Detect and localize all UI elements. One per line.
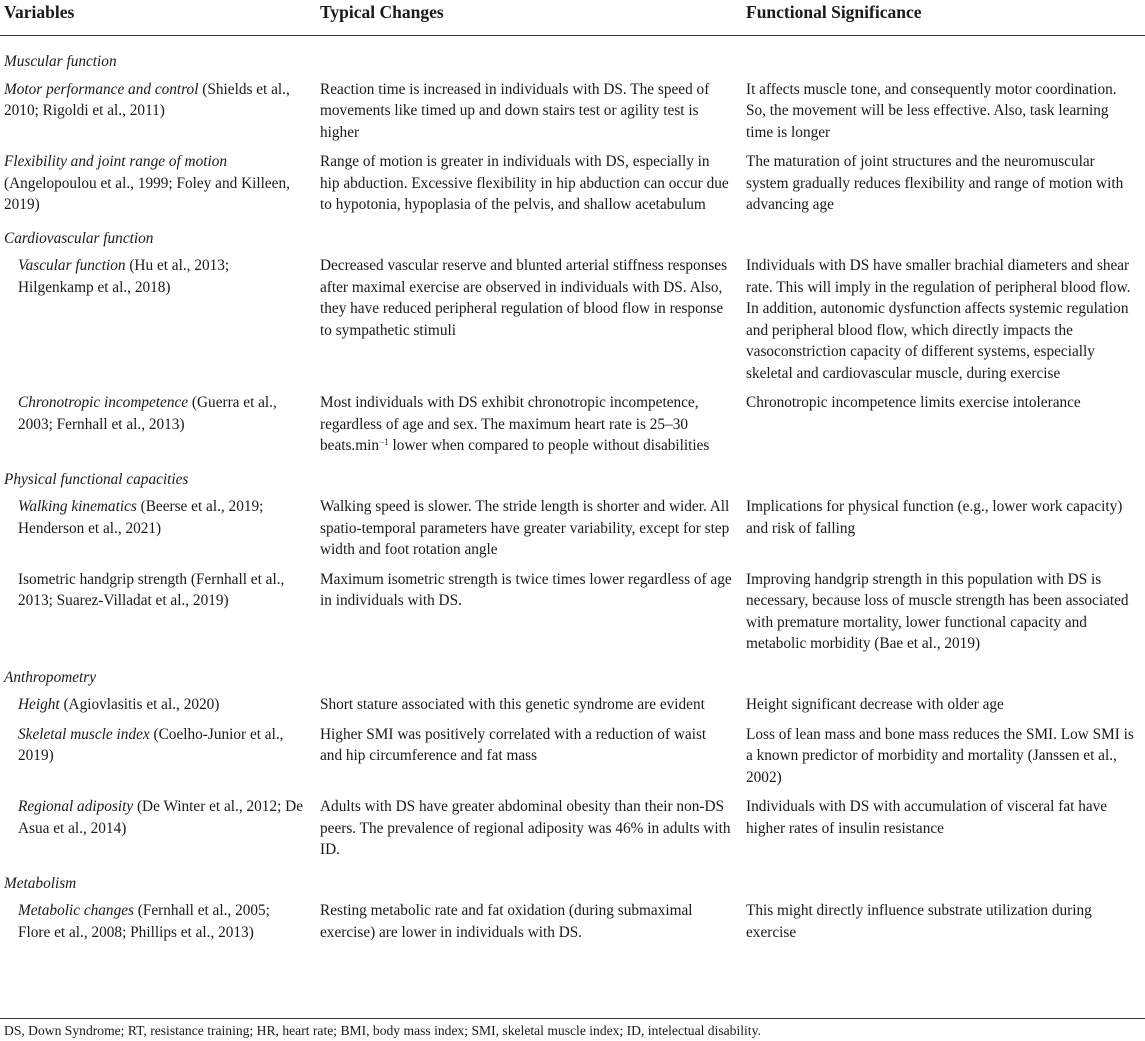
section-row [0,663,1145,695]
variable-cell [0,496,312,569]
section-row [0,224,1145,256]
variable-citation: Isometric handgrip strength (Fernhall et al., 2013; Suarez-Villadat et al., 2019) [18,570,285,609]
functional-significance-cell: It affects muscle tone, and consequently motor coordination. So, the movement will be less effective. Also, task learning time is longer [746,80,1117,141]
table-row [0,496,1145,569]
section-row [0,47,1145,79]
header-row [0,0,1145,36]
variable-cell [0,255,312,392]
typical-changes-cell: Range of motion is greater in individuals with DS, especially in hip abduction. Excessive flexibility in hip abduction can occur due to hypotonia, hypoplasia of the pelvis, and shallow acetabulum [320,153,729,213]
variable-citation: (Shields et al., 2010; Rigoldi et al., 2011) [4,80,290,119]
changes-text: Most individuals with DS exhibit chronotropic incompetence, regardless of age and sex. The maximum heart rate is 25–30 beats.min [320,394,699,454]
variable-cell [0,151,312,224]
variable-name: Metabolic changes [18,902,134,919]
table-row [0,694,1145,724]
table-row [0,255,1145,392]
section-title: Metabolism [4,874,77,892]
variable-cell [0,796,312,869]
table-row [0,79,1145,152]
variable-cell [0,392,312,465]
variable-cell [0,569,312,663]
variable-citation: (Beerse et al., 2019; Henderson et al., 2021) [18,498,264,537]
typical-changes-cell: Short stature associated with this genetic syndrome are evident [320,696,705,713]
table-row [0,569,1145,663]
functional-significance-cell: This might directly influence substrate utilization during exercise [746,902,1092,941]
functional-significance-cell: Loss of lean mass and bone mass reduces the SMI. Low SMI is a known predictor of morbidity and mortality (Janssen et al., 2002) [746,725,1134,786]
variable-citation: (Hu et al., 2013; Hilgenkamp et al., 2018) [18,257,230,296]
table-body [0,36,1145,952]
table-row [0,151,1145,224]
variable-cell [0,724,312,797]
table-row [0,900,1145,951]
table-row [0,796,1145,869]
variable-citation: (Guerra et al., 2003; Fernhall et al., 2013) [18,394,277,433]
table-footnote: DS, Down Syndrome; RT, resistance training; HR, heart rate; BMI, body mass index; SMI, skeletal muscle index; ID, intelectual disability. [0,1018,1145,1040]
typical-changes-cell: Walking speed is slower. The stride length is shorter and wider. All spatio-temporal parameters have greater variability, except for step width and foot rotation angle [320,498,730,558]
variable-name: Motor performance and control [4,80,199,98]
typical-changes-cell: Higher SMI was positively correlated with a reduction of waist and hip circumference and fat mass [320,725,707,764]
section-title: Muscular function [4,53,117,70]
variable-name: Regional adiposity [18,798,134,815]
table-row [0,392,1145,465]
variable-cell [0,694,312,724]
header-typical-changes: Typical Changes [312,0,738,36]
variable-cell [0,900,312,951]
variable-name: Skeletal muscle index [18,725,150,743]
variable-name: Chronotropic incompetence [18,394,189,411]
variable-name: Height [18,696,60,713]
typical-changes-cell: Maximum isometric strength is twice times lower regardless of age in individuals with DS. [320,570,732,609]
functional-significance-cell: The maturation of joint structures and the neuromuscular system gradually reduces flexibility and range of motion with advancing age [746,153,1124,213]
functional-significance-cell: Individuals with DS with accumulation of visceral fat have higher rates of insulin resistance [746,798,1108,837]
variable-citation: (Agiovlasitis et al., 2020) [59,696,220,713]
table-row [0,724,1145,797]
variable-name: Walking kinematics [18,498,137,515]
variable-name: Vascular function [18,257,126,274]
typical-changes-cell: Reaction time is increased in individuals with DS. The speed of movements like timed up and down stairs test or agility test is higher [320,80,710,141]
functional-significance-cell: Chronotropic incompetence limits exercise intolerance [746,394,1081,411]
variable-cell [0,79,312,152]
functional-significance-cell: Individuals with DS have smaller brachial diameters and shear rate. This will imply in the regulation of peripheral blood flow. In addition, autonomic dysfunction affects systemic regulation and peripheral blood flow, which directly impacts the vasoconstriction capacity of different systems, especially skeletal and cardiovascular muscle, during exercise [746,257,1131,382]
section-title: Anthropometry [4,668,97,686]
functional-significance-cell: Improving handgrip strength in this population with DS is necessary, because loss of muscle strength has been associated with premature mortality, lower functional capacity and metabolic morbidity (Bae et al., 2019) [746,570,1129,652]
variable-citation: (De Winter et al., 2012; De Asua et al., 2014) [18,798,304,837]
variable-citation: (Coelho-Junior et al., 2019) [18,725,284,764]
functional-significance-cell: Implications for physical function (e.g., lower work capacity) and risk of falling [746,498,1123,537]
typical-changes-cell: Decreased vascular reserve and blunted arterial stiffness responses after maximal exercise are observed in individuals with DS. Also, they have reduced peripheral regulation of blood flow in response to sympathetic stimuli [320,257,728,339]
typical-changes-cell: Adults with DS have greater abdominal obesity than their non-DS peers. The prevalence of regional adiposity was 46% in adults with ID. [320,798,731,858]
functional-significance-cell: Height significant decrease with older age [746,696,1004,713]
section-title: Physical functional capacities [4,470,189,488]
typical-changes-cell [312,392,738,465]
section-row [0,869,1145,901]
typical-changes-cell: Resting metabolic rate and fat oxidation (during submaximal exercise) are lower in individuals with DS. [320,902,693,941]
variable-name: Flexibility and joint range of motion [4,153,228,170]
changes-text-tail: lower when compared to people without disabilities [388,437,710,454]
variable-citation: (Fernhall et al., 2005; Flore et al., 2008; Phillips et al., 2013) [18,902,270,941]
variable-citation: (Angelopoulou et al., 1999; Foley and Killeen, 2019) [4,174,290,213]
header-functional-significance: Functional Significance [738,0,1145,36]
section-row [0,465,1145,497]
header-variables: Variables [0,0,312,36]
section-title: Cardiovascular function [4,229,154,247]
changes-superscript: −1 [379,437,389,447]
